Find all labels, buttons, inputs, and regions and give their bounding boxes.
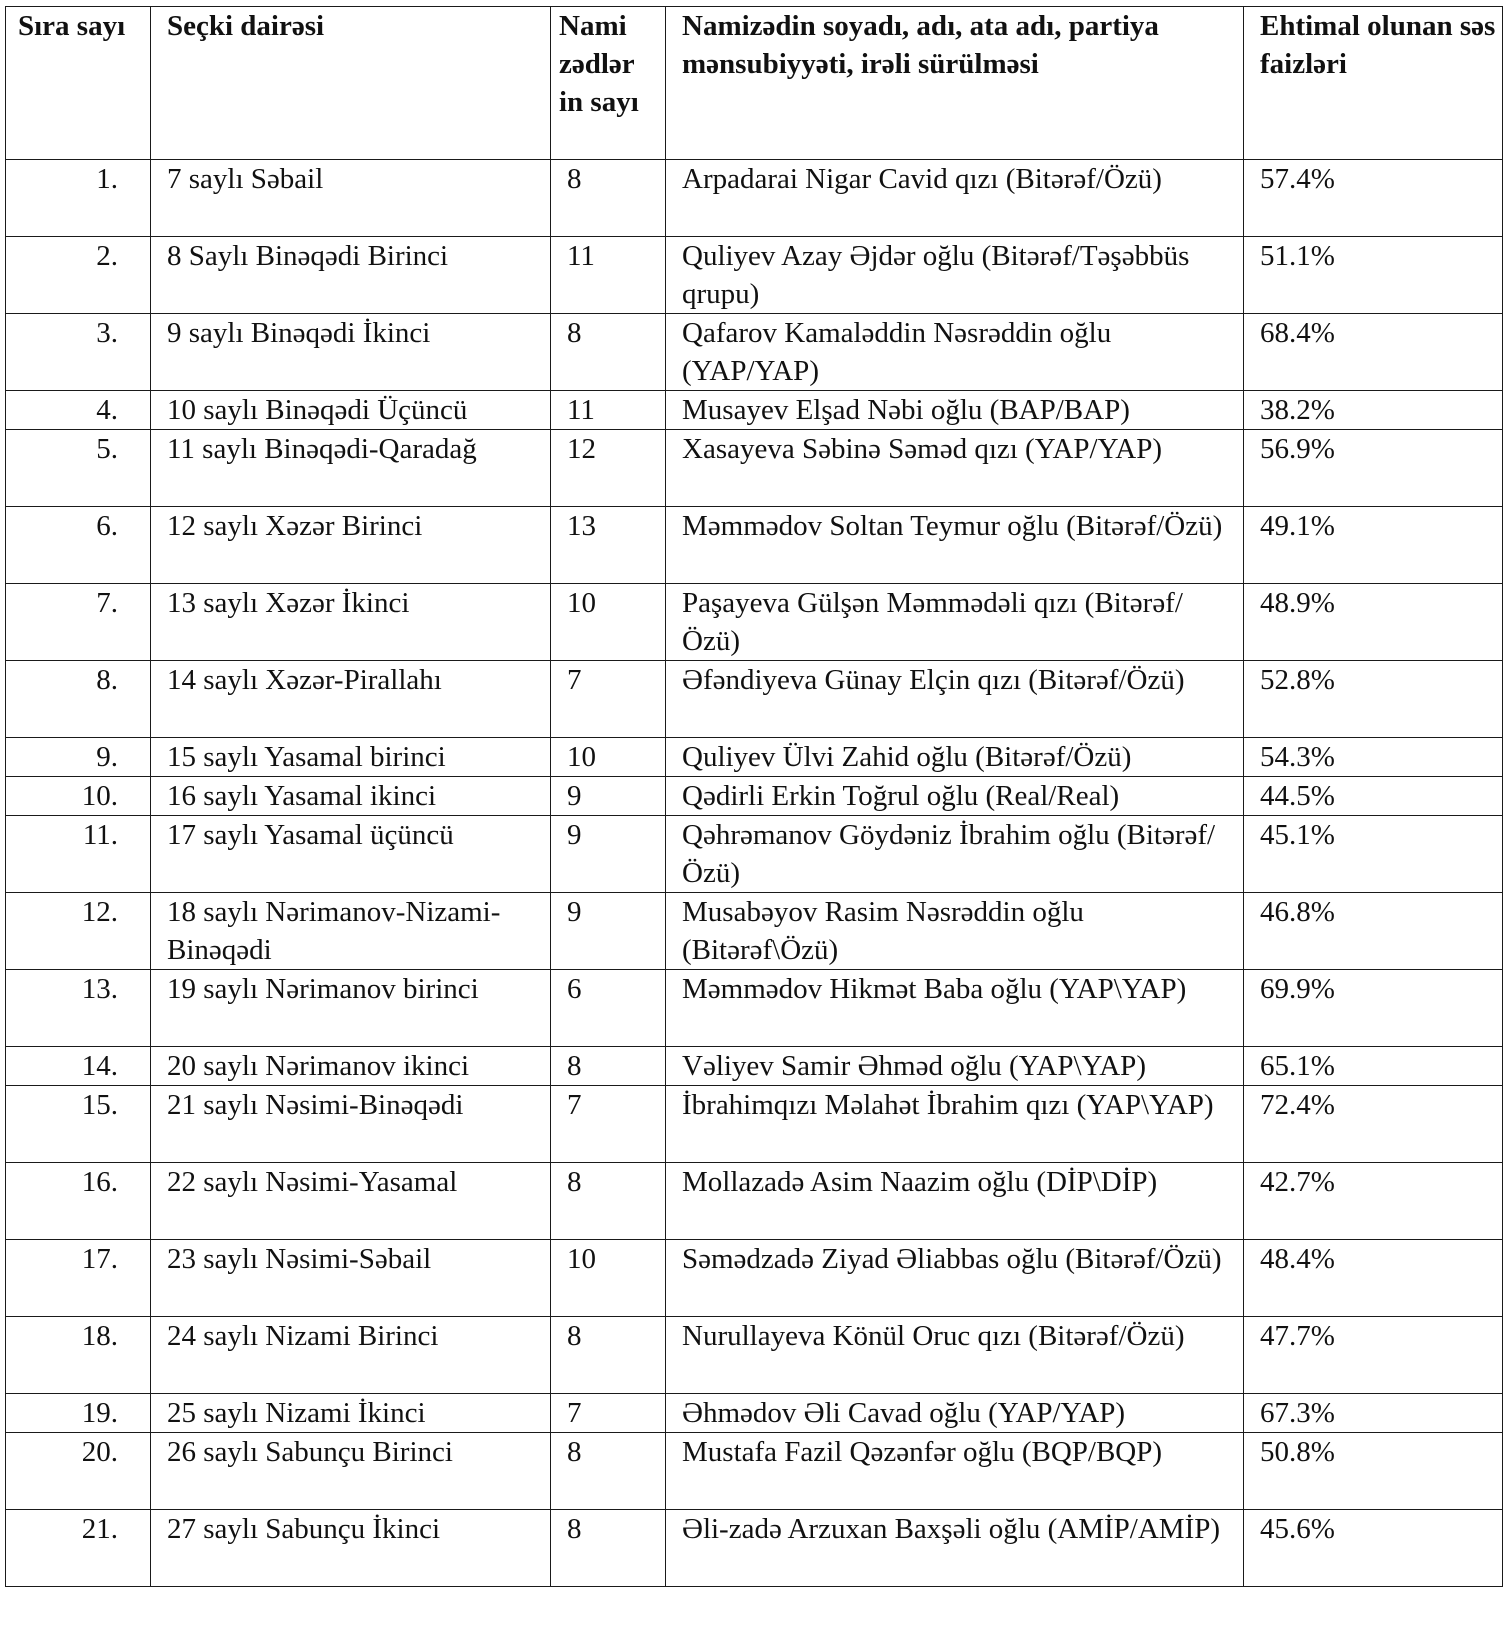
percent-cell: 57.4% — [1244, 160, 1503, 237]
row-number: 20. — [6, 1433, 151, 1510]
percent-cell: 45.1% — [1244, 816, 1503, 893]
percent-cell: 65.1% — [1244, 1047, 1503, 1086]
percent-cell: 51.1% — [1244, 237, 1503, 314]
table-row — [6, 507, 1503, 584]
table-row — [6, 1163, 1503, 1240]
percent-cell: 67.3% — [1244, 1394, 1503, 1433]
percent-cell: 44.5% — [1244, 777, 1503, 816]
candidate-cell: Musabəyov Rasim Nəsrəddin oğlu (Bitərəf\Özü) — [666, 893, 1244, 970]
percent-cell: 54.3% — [1244, 738, 1503, 777]
district-cell: 12 saylı Xəzər Birinci — [151, 507, 551, 584]
candidate-cell: Məmmədov Hikmət Baba oğlu (YAP\YAP) — [666, 970, 1244, 1047]
district-cell: 24 saylı Nizami Birinci — [151, 1317, 551, 1394]
candidate-cell: Paşayeva Gülşən Məmmədəli qızı (Bitərəf/Özü) — [666, 584, 1244, 661]
table-header-row — [6, 7, 1503, 160]
row-number: 7. — [6, 584, 151, 661]
table-row — [6, 584, 1503, 661]
count-cell: 10 — [551, 738, 666, 777]
percent-cell: 72.4% — [1244, 1086, 1503, 1163]
count-cell: 10 — [551, 584, 666, 661]
count-cell: 13 — [551, 507, 666, 584]
count-cell: 9 — [551, 777, 666, 816]
candidate-cell: Mollazadə Asim Naazim oğlu (DİP\DİP) — [666, 1163, 1244, 1240]
table-row — [6, 1510, 1503, 1587]
candidate-cell: Məmmədov Soltan Teymur oğlu (Bitərəf/Özü) — [666, 507, 1244, 584]
district-cell: 21 saylı Nəsimi-Binəqədi — [151, 1086, 551, 1163]
percent-cell: 48.9% — [1244, 584, 1503, 661]
table-row — [6, 893, 1503, 970]
header-district: Seçki dairəsi — [151, 7, 551, 160]
percent-cell: 49.1% — [1244, 507, 1503, 584]
candidate-cell: Vəliyev Samir Əhməd oğlu (YAP\YAP) — [666, 1047, 1244, 1086]
district-cell: 10 saylı Binəqədi Üçüncü — [151, 391, 551, 430]
row-number: 17. — [6, 1240, 151, 1317]
table-row — [6, 1240, 1503, 1317]
candidate-cell: Səmədzadə Ziyad Əliabbas oğlu (Bitərəf/Özü) — [666, 1240, 1244, 1317]
candidate-cell: İbrahimqızı Məlahət İbrahim qızı (YAP\YAP) — [666, 1086, 1244, 1163]
percent-cell: 50.8% — [1244, 1433, 1503, 1510]
row-number: 14. — [6, 1047, 151, 1086]
district-cell: 8 Saylı Binəqədi Birinci — [151, 237, 551, 314]
percent-cell: 42.7% — [1244, 1163, 1503, 1240]
table-row — [6, 314, 1503, 391]
row-number: 19. — [6, 1394, 151, 1433]
count-cell: 11 — [551, 391, 666, 430]
table-row — [6, 1086, 1503, 1163]
table-row — [6, 237, 1503, 314]
count-cell: 7 — [551, 1394, 666, 1433]
candidate-cell: Quliyev Azay Əjdər oğlu (Bitərəf/Təşəbbüs qrupu) — [666, 237, 1244, 314]
row-number: 2. — [6, 237, 151, 314]
row-number: 4. — [6, 391, 151, 430]
percent-cell: 47.7% — [1244, 1317, 1503, 1394]
percent-cell: 68.4% — [1244, 314, 1503, 391]
header-candidate: Namizədin soyadı, adı, ata adı, partiya mənsubiyyəti, irəli sürülməsi — [666, 7, 1244, 160]
district-cell: 9 saylı Binəqədi İkinci — [151, 314, 551, 391]
district-cell: 26 saylı Sabunçu Birinci — [151, 1433, 551, 1510]
row-number: 5. — [6, 430, 151, 507]
percent-cell: 56.9% — [1244, 430, 1503, 507]
row-number: 10. — [6, 777, 151, 816]
candidate-cell: Əfəndiyeva Günay Elçin qızı (Bitərəf/Özü) — [666, 661, 1244, 738]
count-cell: 8 — [551, 1317, 666, 1394]
percent-cell: 46.8% — [1244, 893, 1503, 970]
header-vote-percent: Ehtimal olunan səs faizləri — [1244, 7, 1503, 160]
table-row — [6, 1317, 1503, 1394]
count-cell: 8 — [551, 314, 666, 391]
district-cell: 18 saylı Nərimanov-Nizami-Binəqədi — [151, 893, 551, 970]
district-cell: 19 saylı Nərimanov birinci — [151, 970, 551, 1047]
district-cell: 13 saylı Xəzər İkinci — [151, 584, 551, 661]
count-cell: 12 — [551, 430, 666, 507]
row-number: 15. — [6, 1086, 151, 1163]
district-cell: 17 saylı Yasamal üçüncü — [151, 816, 551, 893]
table-row — [6, 738, 1503, 777]
count-cell: 8 — [551, 160, 666, 237]
candidate-cell: Qədirli Erkin Toğrul oğlu (Real/Real) — [666, 777, 1244, 816]
table-row — [6, 430, 1503, 507]
row-number: 21. — [6, 1510, 151, 1587]
row-number: 12. — [6, 893, 151, 970]
district-cell: 11 saylı Binəqədi-Qaradağ — [151, 430, 551, 507]
district-cell: 14 saylı Xəzər-Pirallahı — [151, 661, 551, 738]
count-cell: 9 — [551, 816, 666, 893]
table-row — [6, 160, 1503, 237]
percent-cell: 38.2% — [1244, 391, 1503, 430]
row-number: 11. — [6, 816, 151, 893]
table-row — [6, 970, 1503, 1047]
count-cell: 8 — [551, 1433, 666, 1510]
header-candidate-count: Nami zədlər in sayı — [551, 7, 666, 160]
district-cell: 16 saylı Yasamal ikinci — [151, 777, 551, 816]
percent-cell: 69.9% — [1244, 970, 1503, 1047]
percent-cell: 48.4% — [1244, 1240, 1503, 1317]
district-cell: 22 saylı Nəsimi-Yasamal — [151, 1163, 551, 1240]
count-cell: 7 — [551, 661, 666, 738]
row-number: 13. — [6, 970, 151, 1047]
table-row — [6, 777, 1503, 816]
candidate-cell: Əhmədov Əli Cavad oğlu (YAP/YAP) — [666, 1394, 1244, 1433]
candidate-cell: Mustafa Fazil Qəzənfər oğlu (BQP/BQP) — [666, 1433, 1244, 1510]
count-cell: 6 — [551, 970, 666, 1047]
candidate-cell: Əli-zadə Arzuxan Baxşəli oğlu (AMİP/AMİP) — [666, 1510, 1244, 1587]
count-cell: 8 — [551, 1163, 666, 1240]
table-row — [6, 1047, 1503, 1086]
row-number: 18. — [6, 1317, 151, 1394]
candidate-cell: Musayev Elşad Nəbi oğlu (BAP/BAP) — [666, 391, 1244, 430]
district-cell: 27 saylı Sabunçu İkinci — [151, 1510, 551, 1587]
header-row-number: Sıra sayı — [6, 7, 151, 160]
count-cell: 9 — [551, 893, 666, 970]
row-number: 8. — [6, 661, 151, 738]
district-cell: 25 saylı Nizami İkinci — [151, 1394, 551, 1433]
table-row — [6, 1394, 1503, 1433]
candidates-table — [5, 6, 1503, 1587]
district-cell: 7 saylı Səbail — [151, 160, 551, 237]
count-cell: 11 — [551, 237, 666, 314]
row-number: 16. — [6, 1163, 151, 1240]
percent-cell: 52.8% — [1244, 661, 1503, 738]
count-cell: 8 — [551, 1510, 666, 1587]
table-row — [6, 391, 1503, 430]
candidate-cell: Arpadarai Nigar Cavid qızı (Bitərəf/Özü) — [666, 160, 1244, 237]
row-number: 9. — [6, 738, 151, 777]
row-number: 6. — [6, 507, 151, 584]
row-number: 3. — [6, 314, 151, 391]
candidate-cell: Qafarov Kamaləddin Nəsrəddin oğlu (YAP/YAP) — [666, 314, 1244, 391]
percent-cell: 45.6% — [1244, 1510, 1503, 1587]
table-row — [6, 661, 1503, 738]
candidate-cell: Nurullayeva Könül Oruc qızı (Bitərəf/Özü) — [666, 1317, 1244, 1394]
candidate-cell: Xasayeva Səbinə Səməd qızı (YAP/YAP) — [666, 430, 1244, 507]
district-cell: 15 saylı Yasamal birinci — [151, 738, 551, 777]
row-number: 1. — [6, 160, 151, 237]
count-cell: 10 — [551, 1240, 666, 1317]
district-cell: 20 saylı Nərimanov ikinci — [151, 1047, 551, 1086]
candidate-cell: Quliyev Ülvi Zahid oğlu (Bitərəf/Özü) — [666, 738, 1244, 777]
candidate-cell: Qəhrəmanov Göydəniz İbrahim oğlu (Bitərəf/Özü) — [666, 816, 1244, 893]
district-cell: 23 saylı Nəsimi-Səbail — [151, 1240, 551, 1317]
table-row — [6, 1433, 1503, 1510]
table-row — [6, 816, 1503, 893]
count-cell: 7 — [551, 1086, 666, 1163]
count-cell: 8 — [551, 1047, 666, 1086]
